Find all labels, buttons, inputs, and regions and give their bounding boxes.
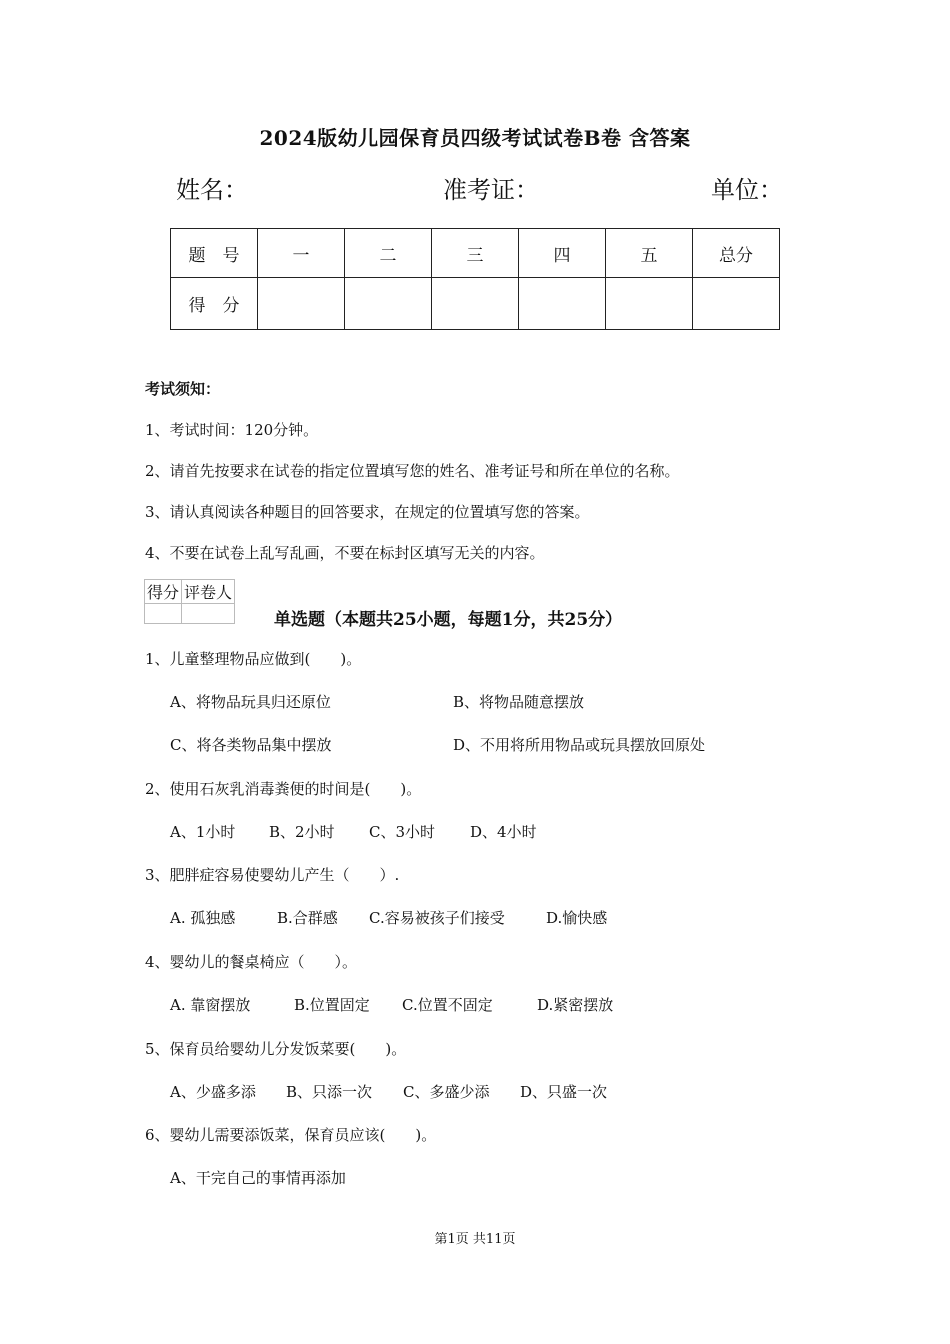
score-cell[interactable] (606, 278, 693, 330)
question-option: B、将物品随意摆放 (453, 693, 585, 711)
score-table-header-cell: 三 (432, 229, 519, 278)
grader-name-label: 评卷人 (182, 580, 235, 604)
question-option: C.容易被孩子们接受 (369, 909, 505, 927)
question-option: A、少盛多添 (170, 1083, 256, 1101)
exam-id-field-label: 准考证： (443, 176, 539, 204)
score-table-header-cell: 题 号 (171, 229, 258, 278)
score-cell[interactable] (345, 278, 432, 330)
question-option: D.愉快感 (546, 909, 608, 927)
page-footer: 第1页 共11页 (434, 1232, 516, 1247)
score-cell[interactable] (519, 278, 606, 330)
question-option: C、将各类物品集中摆放 (170, 736, 332, 754)
question-option: B.合群感 (277, 909, 338, 927)
score-table-header-cell: 五 (606, 229, 693, 278)
question-option: A. 孤独感 (170, 909, 236, 927)
notice-item: 4、不要在试卷上乱写乱画，不要在标封区填写无关的内容。 (145, 544, 545, 562)
question-option: C、3小时 (369, 823, 436, 841)
question-option: D、只盛一次 (520, 1083, 608, 1101)
question-option: D、不用将所用物品或玩具摆放回原处 (453, 736, 706, 754)
question-option: B.位置固定 (294, 996, 370, 1014)
score-table (170, 228, 780, 330)
notice-heading: 考试须知： (145, 380, 221, 398)
score-table-header-cell: 四 (519, 229, 606, 278)
score-table-header-cell: 一 (258, 229, 345, 278)
score-cell[interactable] (258, 278, 345, 330)
question-stem: 6、婴幼儿需要添饭菜，保育员应该( )。 (145, 1126, 437, 1144)
section-title: 单选题（本题共25小题，每题1分，共25分） (274, 610, 623, 630)
question-stem: 1、儿童整理物品应做到( )。 (145, 650, 362, 668)
score-table-header-row (171, 229, 780, 278)
question-stem: 2、使用石灰乳消毒粪便的时间是( )。 (145, 780, 422, 798)
grader-score-label: 得分 (145, 580, 182, 604)
question-option: A、干完自己的事情再添加 (170, 1169, 346, 1187)
score-cell[interactable] (432, 278, 519, 330)
question-option: B、只添一次 (286, 1083, 373, 1101)
question-stem: 4、婴幼儿的餐桌椅应（ ）。 (145, 953, 358, 971)
question-option: B、2小时 (269, 823, 335, 841)
notice-item: 3、请认真阅读各种题目的回答要求，在规定的位置填写您的答案。 (145, 503, 590, 521)
question-option: C、多盛少添 (403, 1083, 490, 1101)
grader-name-cell[interactable] (182, 604, 235, 624)
question-option: A、1小时 (170, 823, 236, 841)
grader-box (144, 579, 235, 624)
grader-box-blank-row (145, 604, 235, 624)
score-table-score-row (171, 278, 780, 330)
score-cell[interactable] (693, 278, 780, 330)
question-option: A、将物品玩具归还原位 (170, 693, 331, 711)
score-row-label: 得 分 (171, 278, 258, 330)
question-option: D.紧密摆放 (537, 996, 614, 1014)
question-stem: 3、肥胖症容易使婴幼儿产生（ ）. (145, 866, 400, 884)
score-table-header-cell: 总分 (693, 229, 780, 278)
grader-box-header-row (145, 580, 235, 604)
score-table-header-cell: 二 (345, 229, 432, 278)
question-option: A. 靠窗摆放 (170, 996, 251, 1014)
question-option: C.位置不固定 (402, 996, 493, 1014)
name-field-label: 姓名： (176, 176, 248, 204)
grader-score-cell[interactable] (145, 604, 182, 624)
question-stem: 5、保育员给婴幼儿分发饭菜要( )。 (145, 1040, 407, 1058)
notice-item: 1、考试时间：120分钟。 (145, 421, 319, 439)
notice-item: 2、请首先按要求在试卷的指定位置填写您的姓名、准考证号和所在单位的名称。 (145, 462, 680, 480)
question-option: D、4小时 (470, 823, 537, 841)
unit-field-label: 单位： (711, 176, 783, 204)
exam-title: 2024版幼儿园保育员四级考试试卷B卷 含答案 (259, 126, 691, 150)
